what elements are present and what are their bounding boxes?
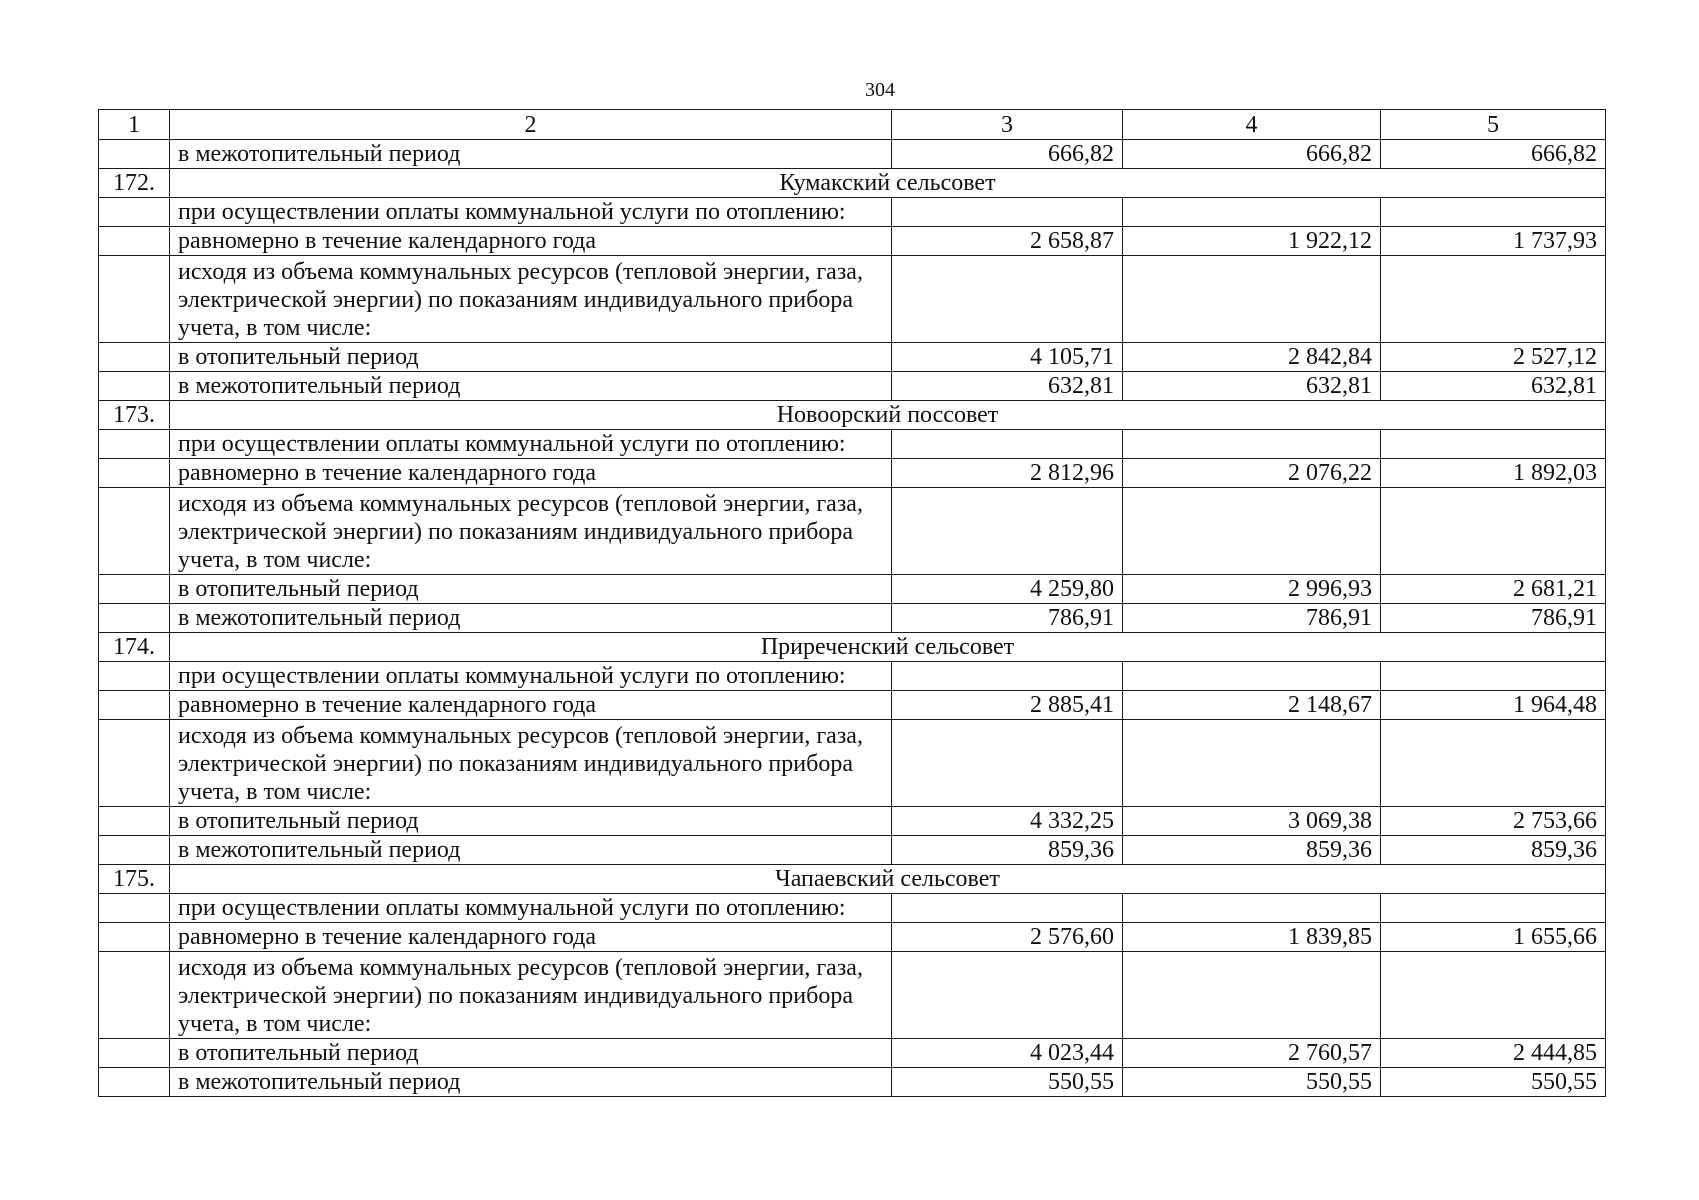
table-row bbox=[99, 430, 1606, 459]
value-col-3: 4 259,80 bbox=[892, 575, 1123, 604]
section-number: 172. bbox=[99, 169, 170, 198]
value-col-5: 2 444,85 bbox=[1381, 1039, 1606, 1068]
row-number-cell bbox=[99, 459, 170, 488]
row-label: при осуществлении оплаты коммунальной услуги по отоплению: bbox=[170, 198, 892, 227]
table-row bbox=[99, 140, 1606, 169]
section-number: 174. bbox=[99, 633, 170, 662]
row-number-cell bbox=[99, 836, 170, 865]
value-col-4 bbox=[1123, 430, 1381, 459]
value-col-5: 2 753,66 bbox=[1381, 807, 1606, 836]
row-label: в межотопительный период bbox=[170, 604, 892, 633]
value-col-5 bbox=[1381, 488, 1606, 575]
value-col-5: 1 655,66 bbox=[1381, 923, 1606, 952]
row-number-cell bbox=[99, 1068, 170, 1097]
row-number-cell bbox=[99, 343, 170, 372]
row-label: в отопительный период bbox=[170, 807, 892, 836]
table-row bbox=[99, 343, 1606, 372]
value-col-3 bbox=[892, 430, 1123, 459]
value-col-4 bbox=[1123, 256, 1381, 343]
row-label: равномерно в течение календарного года bbox=[170, 691, 892, 720]
value-col-5 bbox=[1381, 720, 1606, 807]
value-col-4: 1 839,85 bbox=[1123, 923, 1381, 952]
row-label: в отопительный период bbox=[170, 1039, 892, 1068]
value-col-3: 666,82 bbox=[892, 140, 1123, 169]
value-col-4: 2 760,57 bbox=[1123, 1039, 1381, 1068]
row-label: при осуществлении оплаты коммунальной услуги по отоплению: bbox=[170, 894, 892, 923]
row-label: в межотопительный период bbox=[170, 836, 892, 865]
row-number-cell bbox=[99, 227, 170, 256]
value-col-5: 786,91 bbox=[1381, 604, 1606, 633]
section-title: Чапаевский сельсовет bbox=[170, 865, 1606, 894]
column-header-1: 1 bbox=[99, 110, 170, 140]
row-number-cell bbox=[99, 198, 170, 227]
row-label: исходя из объема коммунальных ресурсов (тепловой энергии, газа, электрической энергии) по показаниям индивидуального прибора учета, в том числе: bbox=[170, 720, 892, 807]
section-row bbox=[99, 169, 1606, 198]
row-label: в межотопительный период bbox=[170, 140, 892, 169]
table-row bbox=[99, 1068, 1606, 1097]
value-col-5: 1 892,03 bbox=[1381, 459, 1606, 488]
row-number-cell bbox=[99, 894, 170, 923]
row-number-cell bbox=[99, 662, 170, 691]
value-col-3: 2 576,60 bbox=[892, 923, 1123, 952]
value-col-3: 4 332,25 bbox=[892, 807, 1123, 836]
row-label: равномерно в течение календарного года bbox=[170, 923, 892, 952]
value-col-3: 4 023,44 bbox=[892, 1039, 1123, 1068]
value-col-4: 2 076,22 bbox=[1123, 459, 1381, 488]
value-col-5 bbox=[1381, 894, 1606, 923]
row-label: исходя из объема коммунальных ресурсов (тепловой энергии, газа, электрической энергии) по показаниям индивидуального прибора учета, в том числе: bbox=[170, 952, 892, 1039]
table-row bbox=[99, 662, 1606, 691]
section-title: Новоорский поссовет bbox=[170, 401, 1606, 430]
value-col-5: 1 964,48 bbox=[1381, 691, 1606, 720]
row-label: в отопительный период bbox=[170, 575, 892, 604]
value-col-4 bbox=[1123, 198, 1381, 227]
row-label: при осуществлении оплаты коммунальной услуги по отоплению: bbox=[170, 662, 892, 691]
value-col-3: 4 105,71 bbox=[892, 343, 1123, 372]
value-col-5: 2 527,12 bbox=[1381, 343, 1606, 372]
row-number-cell bbox=[99, 807, 170, 836]
value-col-3 bbox=[892, 720, 1123, 807]
section-row bbox=[99, 401, 1606, 430]
row-number-cell bbox=[99, 691, 170, 720]
value-col-5 bbox=[1381, 198, 1606, 227]
value-col-4 bbox=[1123, 488, 1381, 575]
table-row bbox=[99, 720, 1606, 807]
column-header-2: 2 bbox=[170, 110, 892, 140]
value-col-3 bbox=[892, 256, 1123, 343]
value-col-4: 3 069,38 bbox=[1123, 807, 1381, 836]
value-col-4: 632,81 bbox=[1123, 372, 1381, 401]
table-row bbox=[99, 691, 1606, 720]
value-col-4 bbox=[1123, 894, 1381, 923]
row-label: в межотопительный период bbox=[170, 372, 892, 401]
value-col-4: 666,82 bbox=[1123, 140, 1381, 169]
value-col-4: 859,36 bbox=[1123, 836, 1381, 865]
value-col-3 bbox=[892, 952, 1123, 1039]
table-row bbox=[99, 604, 1606, 633]
column-number-header-row bbox=[99, 110, 1606, 140]
row-label: исходя из объема коммунальных ресурсов (тепловой энергии, газа, электрической энергии) по показаниям индивидуального прибора учета, в том числе: bbox=[170, 488, 892, 575]
table-row bbox=[99, 488, 1606, 575]
table-row bbox=[99, 807, 1606, 836]
page-number: 304 bbox=[865, 79, 895, 101]
row-number-cell bbox=[99, 923, 170, 952]
section-number: 175. bbox=[99, 865, 170, 894]
table-row bbox=[99, 198, 1606, 227]
value-col-4 bbox=[1123, 952, 1381, 1039]
section-title: Приреченский сельсовет bbox=[170, 633, 1606, 662]
table-row bbox=[99, 575, 1606, 604]
column-header-5: 5 bbox=[1381, 110, 1606, 140]
row-label: исходя из объема коммунальных ресурсов (тепловой энергии, газа, электрической энергии) по показаниям индивидуального прибора учета, в том числе: bbox=[170, 256, 892, 343]
value-col-5: 2 681,21 bbox=[1381, 575, 1606, 604]
value-col-3: 786,91 bbox=[892, 604, 1123, 633]
value-col-3: 550,55 bbox=[892, 1068, 1123, 1097]
value-col-4: 2 148,67 bbox=[1123, 691, 1381, 720]
value-col-4: 786,91 bbox=[1123, 604, 1381, 633]
value-col-5 bbox=[1381, 952, 1606, 1039]
table-row bbox=[99, 1039, 1606, 1068]
value-col-3 bbox=[892, 488, 1123, 575]
value-col-3: 2 885,41 bbox=[892, 691, 1123, 720]
table-row bbox=[99, 923, 1606, 952]
row-number-cell bbox=[99, 720, 170, 807]
value-col-5: 632,81 bbox=[1381, 372, 1606, 401]
row-number-cell bbox=[99, 952, 170, 1039]
section-row bbox=[99, 865, 1606, 894]
row-number-cell bbox=[99, 256, 170, 343]
value-col-4 bbox=[1123, 720, 1381, 807]
value-col-3: 632,81 bbox=[892, 372, 1123, 401]
row-number-cell bbox=[99, 372, 170, 401]
value-col-5 bbox=[1381, 430, 1606, 459]
tariff-table bbox=[98, 109, 1606, 1097]
value-col-3 bbox=[892, 662, 1123, 691]
value-col-4: 1 922,12 bbox=[1123, 227, 1381, 256]
row-number-cell bbox=[99, 575, 170, 604]
row-number-cell bbox=[99, 604, 170, 633]
table-row bbox=[99, 372, 1606, 401]
value-col-4: 2 842,84 bbox=[1123, 343, 1381, 372]
row-label: равномерно в течение календарного года bbox=[170, 459, 892, 488]
value-col-3: 859,36 bbox=[892, 836, 1123, 865]
section-row bbox=[99, 633, 1606, 662]
table-row bbox=[99, 836, 1606, 865]
table-body bbox=[99, 110, 1606, 1097]
row-number-cell bbox=[99, 488, 170, 575]
table-row bbox=[99, 459, 1606, 488]
value-col-5 bbox=[1381, 662, 1606, 691]
table-row bbox=[99, 227, 1606, 256]
value-col-5: 666,82 bbox=[1381, 140, 1606, 169]
value-col-4: 550,55 bbox=[1123, 1068, 1381, 1097]
row-number-cell bbox=[99, 140, 170, 169]
table-row bbox=[99, 256, 1606, 343]
value-col-3: 2 812,96 bbox=[892, 459, 1123, 488]
row-label: в межотопительный период bbox=[170, 1068, 892, 1097]
section-title: Кумакский сельсовет bbox=[170, 169, 1606, 198]
table-row bbox=[99, 894, 1606, 923]
row-label: в отопительный период bbox=[170, 343, 892, 372]
row-number-cell bbox=[99, 430, 170, 459]
row-label: при осуществлении оплаты коммунальной услуги по отоплению: bbox=[170, 430, 892, 459]
column-header-4: 4 bbox=[1123, 110, 1381, 140]
value-col-5 bbox=[1381, 256, 1606, 343]
value-col-5: 859,36 bbox=[1381, 836, 1606, 865]
section-number: 173. bbox=[99, 401, 170, 430]
column-header-3: 3 bbox=[892, 110, 1123, 140]
value-col-3 bbox=[892, 198, 1123, 227]
value-col-5: 1 737,93 bbox=[1381, 227, 1606, 256]
row-label: равномерно в течение календарного года bbox=[170, 227, 892, 256]
table-row bbox=[99, 952, 1606, 1039]
value-col-4: 2 996,93 bbox=[1123, 575, 1381, 604]
value-col-4 bbox=[1123, 662, 1381, 691]
value-col-5: 550,55 bbox=[1381, 1068, 1606, 1097]
value-col-3 bbox=[892, 894, 1123, 923]
value-col-3: 2 658,87 bbox=[892, 227, 1123, 256]
row-number-cell bbox=[99, 1039, 170, 1068]
